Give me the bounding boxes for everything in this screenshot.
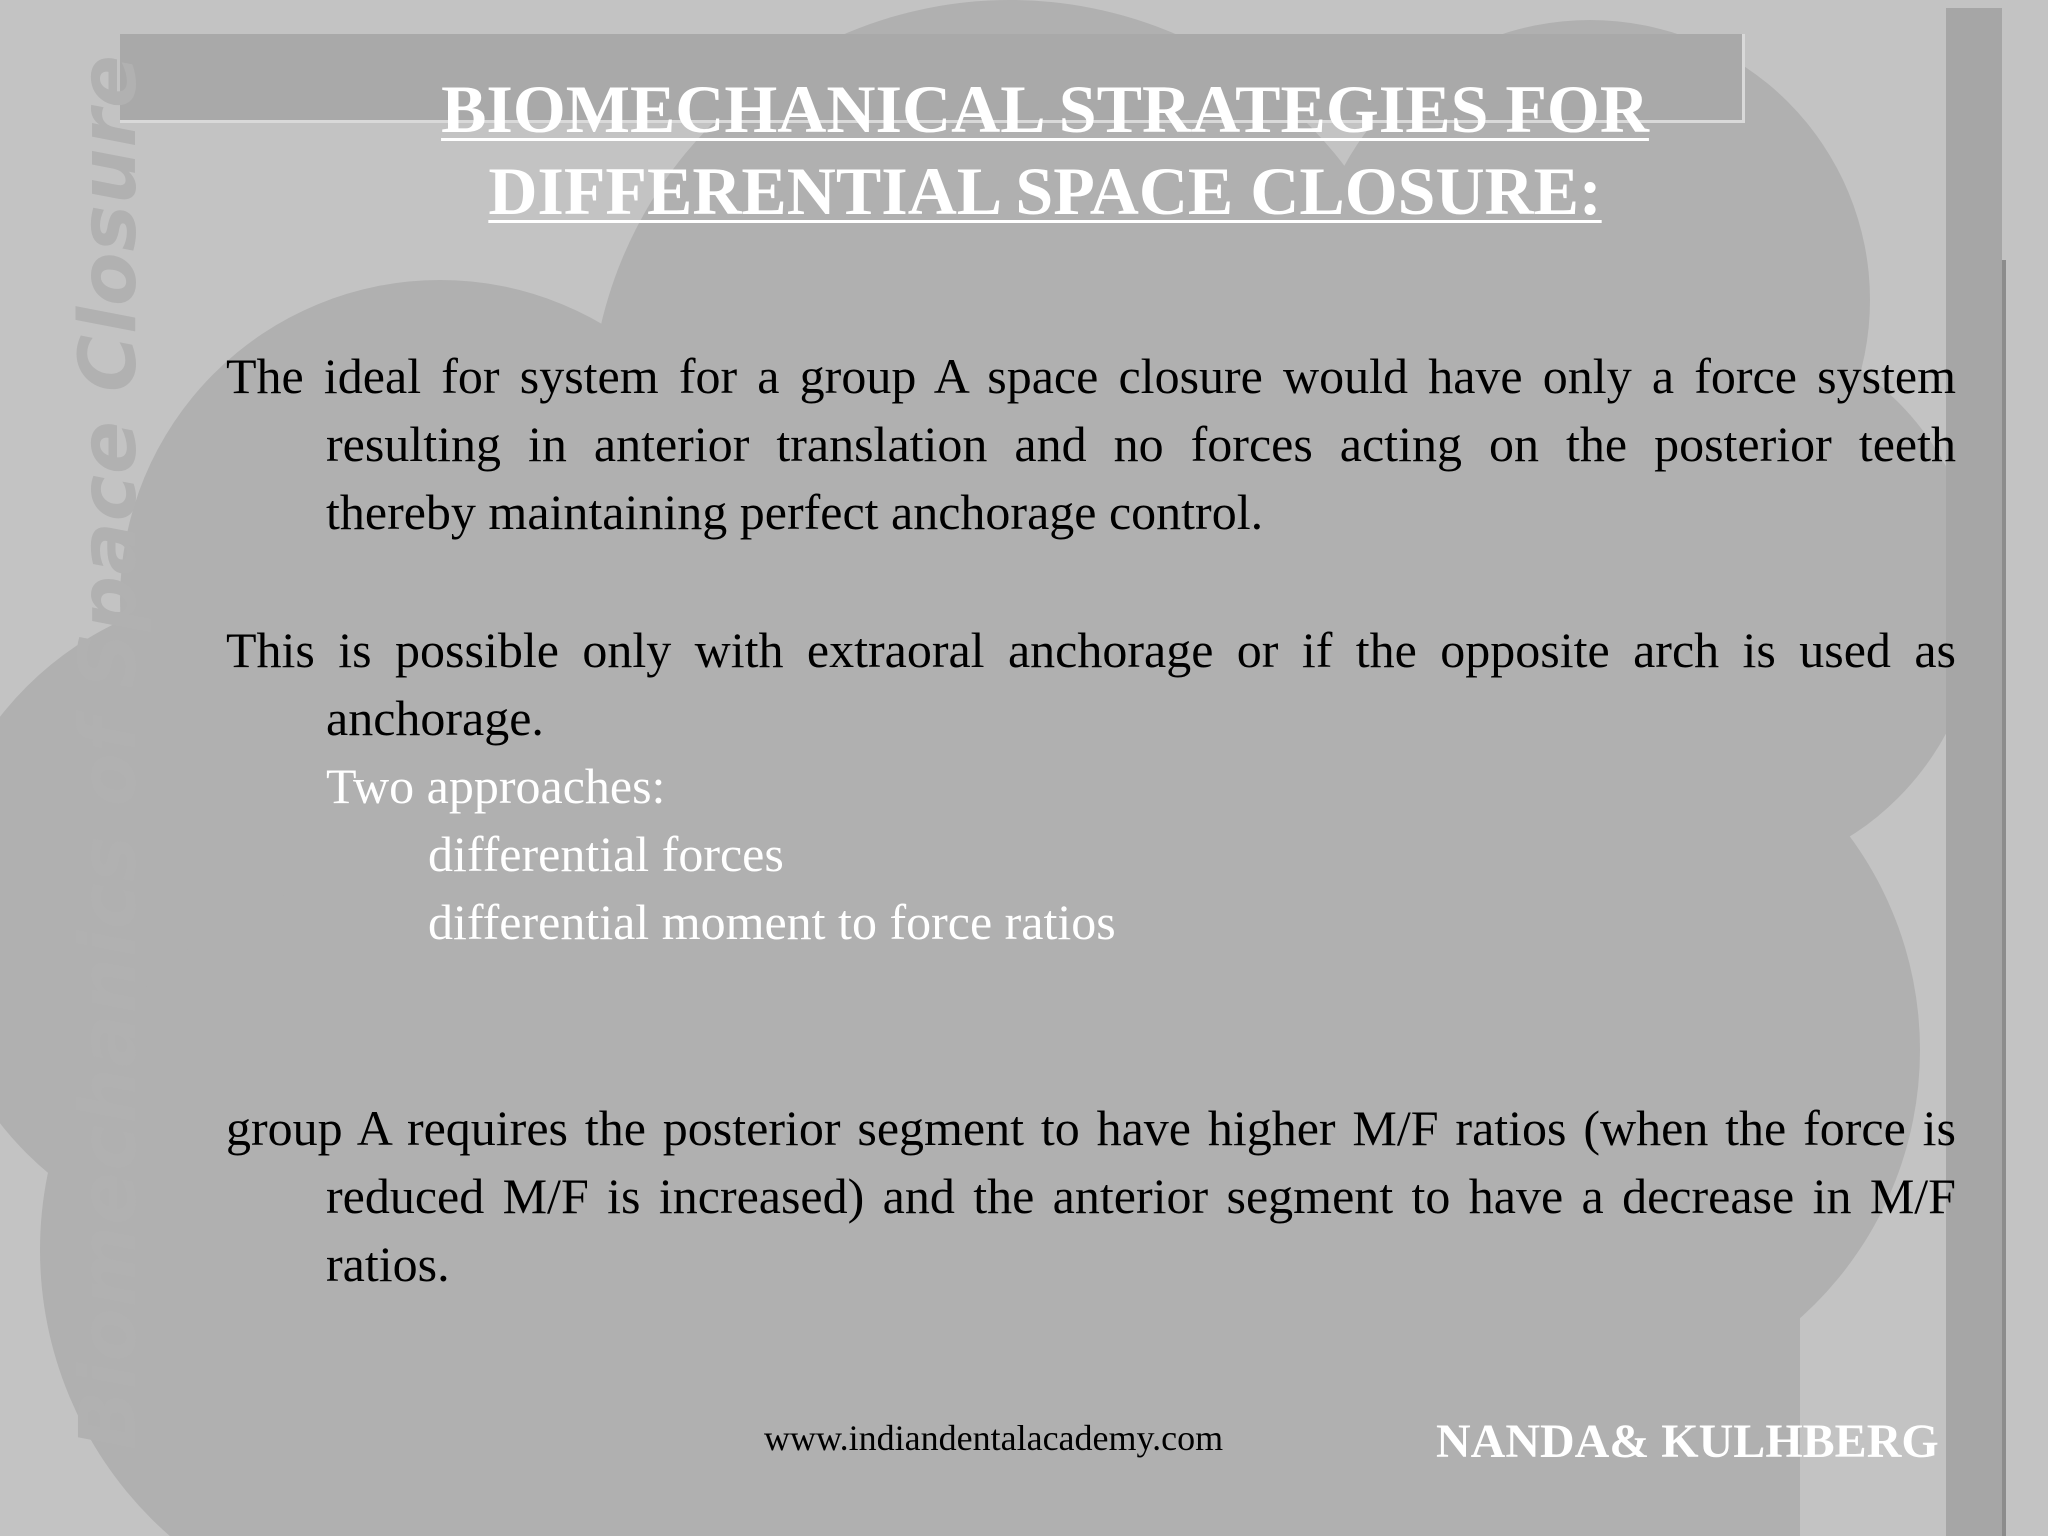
slide-title-line-1: BIOMECHANICAL STRATEGIES FOR bbox=[441, 71, 1649, 147]
approach-item: differential moment to force ratios bbox=[428, 894, 1116, 950]
paragraph-extraoral-anchorage: This is possible only with extraoral anchorage or if the opposite arch is used as anchorage. bbox=[226, 622, 1956, 746]
slide-title-line-2: DIFFERENTIAL SPACE CLOSURE: bbox=[488, 153, 1602, 229]
right-decorative-bar bbox=[1946, 8, 2002, 1536]
approaches-list bbox=[428, 820, 1116, 956]
approaches-heading: Two approaches: bbox=[326, 758, 666, 814]
right-decorative-line bbox=[2002, 260, 2006, 1536]
slide-title bbox=[120, 68, 1970, 232]
authors-footer: NANDA& KULHBERG bbox=[1436, 1415, 1939, 1468]
approach-item: differential forces bbox=[428, 826, 784, 882]
vertical-side-title: Biomechanics of Space Closure bbox=[64, 54, 154, 1450]
paragraph-ideal-force-system: The ideal for system for a group A space closure would have only a force system resulting in anterior translation and no forces acting on the posterior teeth thereby maintaining perfect anchorage control. bbox=[226, 348, 1956, 540]
website-footer: www.indiandentalacademy.com bbox=[764, 1418, 1224, 1458]
paragraph-group-a-mf-ratios: group A requires the posterior segment to have higher M/F ratios (when the force is reduced M/F is increased) and the anterior segment to have a decrease in M/F ratios. bbox=[226, 1100, 1956, 1292]
